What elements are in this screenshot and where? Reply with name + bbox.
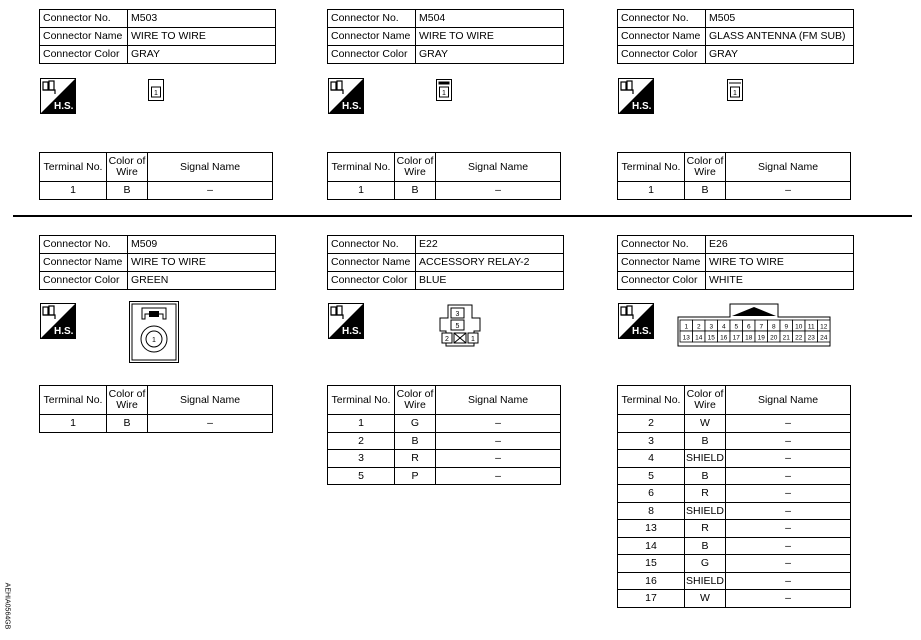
connector-block-m509 [39,235,276,290]
connector-face-diagram [727,79,743,101]
color-of-wire-header: Color of Wire [107,386,148,415]
table-row [328,415,561,433]
table-row [618,572,851,590]
wire-color-cell: W [685,590,726,608]
pin-label: 21 [782,334,790,342]
signal-cell: – [726,432,851,450]
signal-cell: – [148,182,273,200]
color-of-wire-header: Color of Wire [685,386,726,415]
terminal-no-header: Terminal No. [40,386,107,415]
table-row [618,502,851,520]
connector-color-label: Connector Color [618,46,706,64]
terminal-cell: 15 [618,555,685,573]
connector-color-label: Connector Color [40,46,128,64]
connector-face-diagram [148,79,164,101]
pin-label: 19 [757,334,765,342]
pin-label: 8 [771,323,776,331]
terminal-cell: 13 [618,520,685,538]
pin-label: 5 [734,323,739,331]
terminal-cell: 2 [328,432,395,450]
pin-label: 10 [795,323,803,331]
connector-info-table [617,9,854,64]
color-of-wire-header: Color of Wire [395,153,436,182]
signal-cell: – [726,520,851,538]
pin-label: 16 [720,334,728,342]
section-divider [13,215,912,217]
connector-color-label: Connector Color [40,272,128,290]
connector-no-label: Connector No. [40,10,128,28]
signal-cell: – [436,467,561,485]
connector-color-label: Connector Color [618,272,706,290]
wire-color-cell: B [107,182,148,200]
connector-info-table [327,9,564,64]
hs-harness-side-icon [328,78,364,114]
signal-name-header: Signal Name [148,153,273,182]
connector-no-label: Connector No. [618,236,706,254]
connector-name-value: WIRE TO WIRE [128,254,276,272]
terminal-cell: 14 [618,537,685,555]
table-row [618,182,851,200]
hs-harness-side-icon [618,303,654,339]
connector-name-label: Connector Name [618,28,706,46]
pin-label: 11 [807,323,815,331]
signal-cell: – [726,485,851,503]
wire-color-cell: G [685,555,726,573]
pin-label: 13 [682,334,690,342]
wire-color-cell: R [685,485,726,503]
wire-color-cell: B [685,182,726,200]
signal-cell: – [726,467,851,485]
connector-block-e26 [617,235,854,290]
terminal-cell: 2 [618,415,685,433]
signal-name-header: Signal Name [726,386,851,415]
table-row [40,415,273,433]
wire-color-cell: W [685,415,726,433]
connector-color-value: GRAY [128,46,276,64]
wire-color-cell: G [395,415,436,433]
hs-label: H.S. [632,101,652,112]
hs-label: H.S. [54,101,74,112]
connector-info-table [327,235,564,290]
terminal-no-header: Terminal No. [618,386,685,415]
wire-color-cell: B [685,432,726,450]
pin-label: 15 [707,334,715,342]
connector-color-label: Connector Color [328,272,416,290]
wire-color-cell: B [107,415,148,433]
color-of-wire-header: Color of Wire [395,386,436,415]
connector-name-label: Connector Name [40,254,128,272]
connector-name-value: WIRE TO WIRE [128,28,276,46]
pin-label: 20 [770,334,778,342]
terminal-no-header: Terminal No. [618,153,685,182]
connector-no-label: Connector No. [618,10,706,28]
hs-label: H.S. [54,326,74,337]
connector-no-value: M504 [416,10,564,28]
pin-label: 12 [820,323,828,331]
pin-label: 3 [455,311,460,318]
terminal-no-header: Terminal No. [40,153,107,182]
signal-cell: – [436,182,561,200]
pin-label: 7 [759,323,764,331]
pin-label: 5 [455,323,460,330]
terminal-table-e26 [617,385,851,608]
hs-label: H.S. [342,101,362,112]
connector-no-label: Connector No. [40,236,128,254]
terminal-table-e22 [327,385,561,485]
pin-label: 18 [745,334,753,342]
wire-color-cell: R [685,520,726,538]
signal-cell: – [726,415,851,433]
connector-face-diagram [436,304,484,348]
terminal-cell: 8 [618,502,685,520]
connector-face-diagram [436,79,452,101]
document-code-text: AEHIA0564GB [3,582,11,630]
pin-label: 2 [696,323,701,331]
connector-no-value: M505 [706,10,854,28]
connector-name-value: ACCESSORY RELAY-2 [416,254,564,272]
terminal-cell: 3 [618,432,685,450]
terminal-cell: 1 [618,182,685,200]
connector-info-table [617,235,854,290]
connector-block-m504 [327,9,564,64]
pin-label: 1 [471,336,475,343]
connector-no-value: M509 [128,236,276,254]
table-row [618,467,851,485]
wire-color-cell: B [395,182,436,200]
terminal-table-m504 [327,152,561,200]
connector-color-value: WHITE [706,272,854,290]
wire-color-cell: B [395,432,436,450]
document-code [2,580,12,632]
signal-name-header: Signal Name [436,386,561,415]
pin-label: 22 [795,334,803,342]
connector-name-label: Connector Name [40,28,128,46]
color-of-wire-header: Color of Wire [107,153,148,182]
connector-name-value: GLASS ANTENNA (FM SUB) [706,28,854,46]
terminal-cell: 4 [618,450,685,468]
pin-label: 1 [154,90,158,97]
terminal-cell: 1 [40,182,107,200]
table-row [618,590,851,608]
signal-name-header: Signal Name [436,153,561,182]
signal-cell: – [726,555,851,573]
wire-color-cell: B [685,537,726,555]
connector-name-value: WIRE TO WIRE [706,254,854,272]
table-row [618,432,851,450]
connector-block-m503 [39,9,276,64]
pin-label: 4 [721,323,726,331]
pin-label: 23 [807,334,815,342]
signal-cell: – [726,450,851,468]
color-of-wire-header: Color of Wire [685,153,726,182]
terminal-no-header: Terminal No. [328,386,395,415]
wire-color-cell: SHIELD [685,572,726,590]
wire-color-cell: P [395,467,436,485]
wire-color-cell: B [685,467,726,485]
terminal-no-header: Terminal No. [328,153,395,182]
connector-color-value: BLUE [416,272,564,290]
connector-no-value: M503 [128,10,276,28]
pin-label: 2 [445,336,449,343]
hs-harness-side-icon [40,78,76,114]
connector-no-value: E22 [416,236,564,254]
hs-harness-side-icon [40,303,76,339]
pin-label: 9 [784,323,789,331]
hs-harness-side-icon [618,78,654,114]
connector-face-diagram [676,303,832,347]
terminal-cell: 6 [618,485,685,503]
terminal-cell: 16 [618,572,685,590]
table-row [618,415,851,433]
terminal-cell: 1 [328,415,395,433]
terminal-table-m503 [39,152,273,200]
connector-no-label: Connector No. [328,236,416,254]
connector-name-label: Connector Name [618,254,706,272]
table-row [328,182,561,200]
terminal-cell: 1 [328,182,395,200]
hs-label: H.S. [632,326,652,337]
terminal-table-m509 [39,385,273,433]
connector-block-m505 [617,9,854,64]
hs-harness-side-icon [328,303,364,339]
table-row [40,182,273,200]
connector-name-value: WIRE TO WIRE [416,28,564,46]
table-row [328,432,561,450]
pin-label: 1 [442,90,446,97]
signal-cell: – [726,590,851,608]
signal-cell: – [726,182,851,200]
terminal-cell: 1 [40,415,107,433]
terminal-table-m505 [617,152,851,200]
connector-info-table [39,9,276,64]
connector-color-label: Connector Color [328,46,416,64]
signal-cell: – [436,450,561,468]
pin-label: 17 [732,334,740,342]
terminal-cell: 5 [618,467,685,485]
table-row [618,520,851,538]
pin-label: 6 [746,323,751,331]
connector-info-table [39,235,276,290]
signal-cell: – [436,415,561,433]
connector-block-e22 [327,235,564,290]
table-row [618,485,851,503]
connector-name-label: Connector Name [328,28,416,46]
terminal-cell: 5 [328,467,395,485]
table-row [618,537,851,555]
pin-label: 14 [695,334,703,342]
pin-label: 1 [733,90,737,97]
pin-label: 1 [684,323,689,331]
signal-cell: – [148,415,273,433]
wire-color-cell: SHIELD [685,502,726,520]
connector-color-value: GRAY [416,46,564,64]
hs-label: H.S. [342,326,362,337]
terminal-cell: 3 [328,450,395,468]
wire-color-cell: SHIELD [685,450,726,468]
signal-name-header: Signal Name [148,386,273,415]
connector-no-value: E26 [706,236,854,254]
pin-label: 1 [152,337,156,344]
wire-color-cell: R [395,450,436,468]
table-row [328,467,561,485]
signal-cell: – [726,502,851,520]
table-row [328,450,561,468]
connector-no-label: Connector No. [328,10,416,28]
signal-cell: – [436,432,561,450]
pin-label: 3 [709,323,714,331]
connector-color-value: GRAY [706,46,854,64]
pin-label: 24 [820,334,828,342]
signal-cell: – [726,537,851,555]
connector-color-value: GREEN [128,272,276,290]
connector-name-label: Connector Name [328,254,416,272]
connector-face-diagram [129,301,179,363]
signal-name-header: Signal Name [726,153,851,182]
signal-cell: – [726,572,851,590]
table-row [618,555,851,573]
table-row [618,450,851,468]
terminal-cell: 17 [618,590,685,608]
